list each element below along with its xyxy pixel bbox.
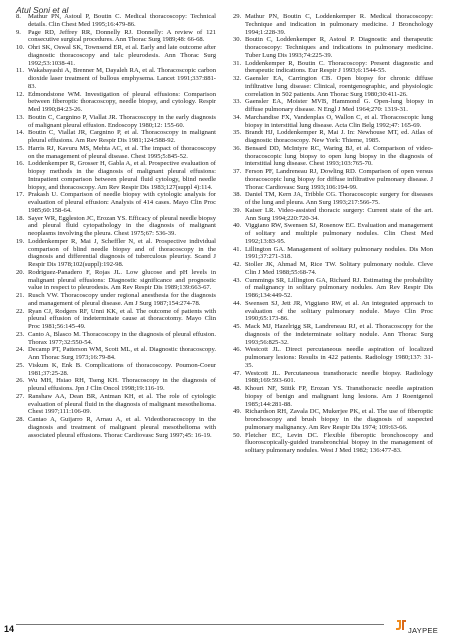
reference-item <box>233 60 433 76</box>
reference-number: 44. <box>233 299 242 307</box>
reference-text: Marchandise FX, Vandenplas O, Wallon C, et al. Thoracoscopic lung biopsy in interstitial lung disease. Acta Clin Belg 1992;47: 165-69. <box>245 113 433 129</box>
reference-number: 35. <box>233 129 242 137</box>
reference-text: Ohri SK, Oswal SK, Townsend ER, et al. Early and late outcome after diagnostic thoracoscopy and talc pleurodesis. Ann Thorac Surg 1992;53:1038-41. <box>28 44 216 67</box>
reference-item <box>233 114 433 130</box>
reference-number: 25. <box>16 361 25 369</box>
reference-text: Boutin C, Viallat JR, Cargnino P, et al. Thoracoscopy in malignant pleural effusions. Am Rev Respir Dis 1981;124:588-92. <box>28 129 216 144</box>
reference-item <box>16 44 216 67</box>
reference-item <box>16 292 216 308</box>
reference-text: Bensard DD, McIntyre RC, Waring BJ, et al. Comparison of video-thoracoscopic lung biopsy to open lung biopsy in the diagnosis of interstitial lung disease. Chest 1993;103:765-70. <box>245 144 433 168</box>
reference-item <box>16 346 216 362</box>
reference-number: 24. <box>16 346 25 354</box>
reference-text: Daniel TM, Kern JA, Tribble CG. Thoracoscopic surgery for diseases of the lung and pleura. Ann Surg 1993;217:566-75. <box>245 191 433 206</box>
reference-number: 47. <box>233 369 242 377</box>
reference-text: Page RD, Jeffrey RR, Donnelly RJ. Donnelly: A review of 121 consecutive surgical procedures. Ann Thorac Surg 1989;48: 66-68. <box>28 28 216 44</box>
reference-item <box>233 432 433 455</box>
reference-item <box>233 261 433 277</box>
reference-text: Fletcher EC, Levin DC. Flexible fiberoptic bronchoscopy and fluoroscopically-guided transbronchial biopsy in the management of solitary pulmonary nodules. West J Med 1982; 136:477-83. <box>245 431 433 454</box>
reference-number: 22. <box>16 307 25 315</box>
reference-item <box>233 408 433 431</box>
reference-number: 9. <box>16 28 21 36</box>
reference-text: Khouri NF, Stitik FP, Erozan YS. Transthoracic needle aspiration biopsy of benign and malignant lung lesions. Am J Roentgenol 1985;144:281-88. <box>245 385 433 408</box>
reference-item <box>16 215 216 238</box>
reference-item <box>16 191 216 214</box>
reference-number: 33. <box>233 98 242 106</box>
reference-number: 50. <box>233 431 242 439</box>
reference-number: 27. <box>16 392 25 400</box>
reference-text: Prakash U. Comparison of needle biopsy with cytologic analysis for evaluation of pleural effusion: Analysis of 414 cases. Mayo Clin Proc 1985;60:158-64. <box>28 191 216 214</box>
reference-item <box>233 98 433 114</box>
reference-item <box>16 13 216 29</box>
reference-item <box>233 75 433 98</box>
reference-number: 19. <box>16 237 25 245</box>
publisher-name: JAYPEE <box>408 626 439 635</box>
reference-text: Swensen SJ, Jett JR, Viggiano RW, et al. An integrated approach to evaluation of the solitary pulmonary nodule. Mayo Clin Proc 1990;65:173-86. <box>245 299 433 323</box>
reference-item <box>233 36 433 59</box>
reference-text: Brandt HJ, Loddenkemper R, Mai J. In: Newhouse MT, ed. Atlas of diagnostic thoracoscopy. New York: Thieme, 1985. <box>245 129 433 144</box>
reference-list-left <box>16 13 216 439</box>
reference-number: 46. <box>233 346 242 354</box>
reference-number: 14. <box>16 129 25 137</box>
reference-item <box>233 385 433 408</box>
reference-text: Westcott JL. Percutaneous transthoracic needle biopsy. Radiology 1988;169:593-601. <box>245 369 433 385</box>
reference-text: Richardson RH, Zavala DC, Mukerjee PK, et al. The use of fiberoptic bronchoscopy and brush biopsy in the diagnosis of suspected pulmonary malignancy. Am Rev Respir Dis 1974; 109:63-66. <box>245 408 433 431</box>
reference-text: Mack MJ, Hazelrigg SR, Landreneau RJ, et al. Thoracoscopy for the diagnosis of the indeterminate solitary nodule. Ann Thorac Surg 1993;56:825-32. <box>245 323 433 346</box>
reference-item <box>233 323 433 346</box>
reference-item <box>233 300 433 323</box>
reference-item <box>233 145 433 168</box>
reference-number: 23. <box>16 330 25 338</box>
reference-item <box>16 362 216 378</box>
reference-number: 13. <box>16 113 25 121</box>
reference-text: Wu MH, Hsiao RH, Tseng KH. Thoracoscopy in the diagnosis of pleural effusions. Jpn J Clin Oncol 1998;19:116-19. <box>28 377 216 392</box>
reference-text: Loddenkemper R, Mai J, Scheffler N, et al. Prospective individual comparison of blind needle biopsy and of thoracoscopy in the diagnosis and differential diagnosis of tuberculous pleurisy. Scand J Respir Dis 1978;102(suppl):192-98. <box>28 237 216 268</box>
reference-item <box>16 129 216 145</box>
reference-number: 26. <box>16 377 25 385</box>
reference-number: 38. <box>233 191 242 199</box>
reference-text: Edmondstone WM. Investigation of pleural effusions: Comparison between fiberoptic thoracoscopy, needle biopsy, and cytology. Respir Med 1990;84:23-26. <box>28 90 216 113</box>
reference-list-right <box>233 13 433 455</box>
reference-item <box>16 416 216 439</box>
reference-number: 42. <box>233 261 242 268</box>
reference-text: Ryan CJ, Rodgers RF, Unni KK, et al. The outcome of patients with pleural effusion of indeterminate cause at thoracotomy. Mayo Clin Proc 1981;56:145-49. <box>28 307 216 330</box>
running-header: Atul Soni et al <box>16 5 69 15</box>
reference-number: 36. <box>233 144 242 152</box>
reference-item <box>16 331 216 347</box>
reference-number: 20. <box>16 268 25 276</box>
reference-text: Canto A, Blasco M. Thoracoscopy in the diagnosis of pleural effusion. Thorax 1977;32:550-54. <box>28 330 216 346</box>
reference-item <box>233 207 433 223</box>
reference-item <box>233 346 433 369</box>
reference-number: 31. <box>233 59 242 67</box>
reference-item <box>16 67 216 90</box>
reference-text: Rodriguez-Panadero F, Rojas JL. Low glucose and pH levels in malignant pleural effusions: Diagnostic significance and prognostic value in respect to pleurodesis. Am Rev Respir Dis 1989;139:663-67. <box>28 268 216 292</box>
reference-number: 40. <box>233 222 242 230</box>
publisher-logo-icon <box>395 619 407 631</box>
reference-item <box>233 168 433 191</box>
reference-text: Gaensler EA, Carrington CB. Open biopsy for chronic diffuse infiltrative lung disease: Clinical, roentgenographic, and physiologic correlation in 502 patients. Ann Thorac Surg 1980;30:411-26. <box>245 75 433 98</box>
reference-item <box>233 222 433 245</box>
reference-number: 30. <box>233 36 242 44</box>
reference-text: Viskum K, Enk B. Complications of thoracoscopy. Poumon-Coeur 1981;37:25-28. <box>28 361 216 377</box>
reference-text: Cantao A, Guijarro R, Arnau A, et al. Videothoracoscopy in the diagnosis and treatment of malignant pleural mesothelioma with associated pleural effusions. Thorac Cardiovasc Surg 1997;45: 16-19. <box>28 416 216 439</box>
reference-item <box>16 269 216 292</box>
reference-number: 28. <box>16 416 25 423</box>
reference-text: Ferson PF, Landreneau RJ, Dowling RD. Comparison of open versus thoracoscopic lung biopsy for diffuse infiltrative pulmonary disease. J Thorac Cardiovasc Surg 1993;106:194-99. <box>245 168 433 191</box>
reference-item <box>233 370 433 386</box>
reference-number: 21. <box>16 292 25 299</box>
reference-item <box>16 29 216 45</box>
reference-text: Harris RJ, Kavuru MS, Mehta AC, et al. The impact of thoracoscopy on the management of pleural disease. Chest 1995;5:845-52. <box>28 144 216 160</box>
reference-item <box>233 191 433 207</box>
reference-text: Cummings SR, Lillington GA, Richard RJ. Estimating the probability of malignancy in solitary pulmonary nodules. Am Rev Respir Dis 1986;134:449-52. <box>245 276 433 299</box>
reference-number: 34. <box>233 113 242 121</box>
reference-text: Mathur PN, Boutin C, Loddenkemper R. Medical thoracoscopy: Technique and indication in pulmonary medicine. J Bronchology 1994;1:228-39. <box>245 13 433 36</box>
references-right-column <box>233 13 433 455</box>
reference-number: 10. <box>16 44 25 51</box>
reference-text: Sayer WR, Eggleston JC, Erozan YS. Efficacy of pleural needle biopsy and pleural fluid cytopathology in the diagnosis of malignant neoplasms involving the pleura. Chest 1975;67: 536-39. <box>28 214 216 237</box>
reference-item <box>16 377 216 393</box>
reference-text: Ranshaw AA, Dean BR, Antman KH, et al. The role of cytologic evaluation of pleural fluid in the diagnosis of malignant mesothelioma. Chest 1997;111:106-09. <box>28 392 216 416</box>
reference-text: Boutin C, Loddenkemper R, Astoul P. Diagnostic and therapeutic thoracoscopy: Techniques and indications in pulmonary medicine. Tuber Lung Dis 1993;74:225-39. <box>245 36 433 59</box>
reference-number: 16. <box>16 160 25 168</box>
reference-text: Kaiser LR. Video-assisted thoracic surgery: Current state of the art. Ann Surg 1994;220:720-34. <box>245 206 433 222</box>
publisher-logo <box>395 617 447 637</box>
reference-number: 43. <box>233 276 242 284</box>
reference-number: 11. <box>16 67 24 75</box>
reference-text: Boutin C, Cargnino P, Viallat JR. Thoracoscopy in the early diagnosis of malignant pleural effusion. Endoscopy 1980;12: 155-60. <box>28 113 216 129</box>
reference-text: Mathur PN, Astoul P, Boutin C. Medical thoracoscopy: Technical details. Clin Chest Med 1995;16:479-86. <box>28 13 216 28</box>
reference-text: Viggiano RW, Swensen SJ, Rosenow EC. Evaluation and management of solitary and multiple pulmonary nodules. Clin Chest Med 1992;13:83-95. <box>245 222 433 245</box>
reference-item <box>233 277 433 300</box>
reference-text: Decamp PT, Patterson WM, Scott ML, et al. Diagnostic thoracoscopy. Ann Thorac Surg 1973;16:79-84. <box>28 346 216 361</box>
reference-text: Lillington GA. Management of solitary pulmonary nodules. Dis Mon 1991;37:271-318. <box>245 245 433 261</box>
reference-text: Loddenkemper R, Grosser H, Gabla A, et al. Prospective evaluation of biopsy methods in the diagnosis of malignant pleural effusions: Intrapatient comparison between pleural fluid cytology, blind needle biopsy, and thoracoscopy. Am Rev Respir Dis 1983;127(suppl 4):114. <box>28 160 216 191</box>
reference-number: 49. <box>233 408 242 416</box>
reference-text: Stoller JK, Ahmad M, Rice TW. Solitary pulmonary nodule. Cleve Clin J Med 1988;55:68-74. <box>245 261 433 276</box>
reference-number: 18. <box>16 214 25 222</box>
reference-number: 45. <box>233 323 242 330</box>
reference-item <box>16 308 216 331</box>
reference-number: 32. <box>233 75 242 82</box>
reference-item <box>16 393 216 416</box>
reference-text: Loddenkemper R, Boutin C. Thoracoscopy: Present diagnostic and therapeutic indications. Eur Respir J 1993;6:1544-55. <box>245 59 433 75</box>
reference-number: 39. <box>233 206 242 214</box>
reference-number: 8. <box>16 13 21 20</box>
page-number: 14 <box>4 624 15 634</box>
reference-text: Rusch VW. Thoracoscopy under regional anesthesia for the diagnosis and management of pleural disease. Am J Surg 1987;154:274-78. <box>28 292 216 307</box>
reference-number: 41. <box>233 245 242 253</box>
reference-item <box>233 129 433 145</box>
reference-item <box>16 91 216 114</box>
reference-item <box>16 114 216 130</box>
reference-item <box>16 145 216 161</box>
reference-number: 48. <box>233 385 242 392</box>
references-left-column <box>16 13 216 439</box>
reference-text: Gaensler EA, Moister MVB, Hammond G. Open-lung biopsy in diffuse pulmonary disease. N Engl J Med 1964;270: 1319-31. <box>245 98 433 113</box>
reference-item <box>16 160 216 191</box>
reference-text: Westcott JL. Direct percutaneous needle aspiration of localized pulmonary lesions: Results in 422 patients. Radiology 1980;137: 31-35. <box>245 346 433 369</box>
reference-number: 15. <box>16 144 25 152</box>
reference-text: Wakabayashi A, Brenner M, Dayaleh RA, et al. Thoracoscopic carbon dioxide laser treatment of bullous emphysema. Lancet 1991;337:881-83. <box>28 67 216 90</box>
reference-item <box>233 246 433 262</box>
reference-number: 17. <box>16 191 25 199</box>
reference-item <box>233 13 433 36</box>
footer-rule <box>16 624 384 625</box>
reference-number: 12. <box>16 90 25 98</box>
reference-number: 29. <box>233 13 242 20</box>
reference-item <box>16 238 216 269</box>
reference-number: 37. <box>233 168 242 175</box>
